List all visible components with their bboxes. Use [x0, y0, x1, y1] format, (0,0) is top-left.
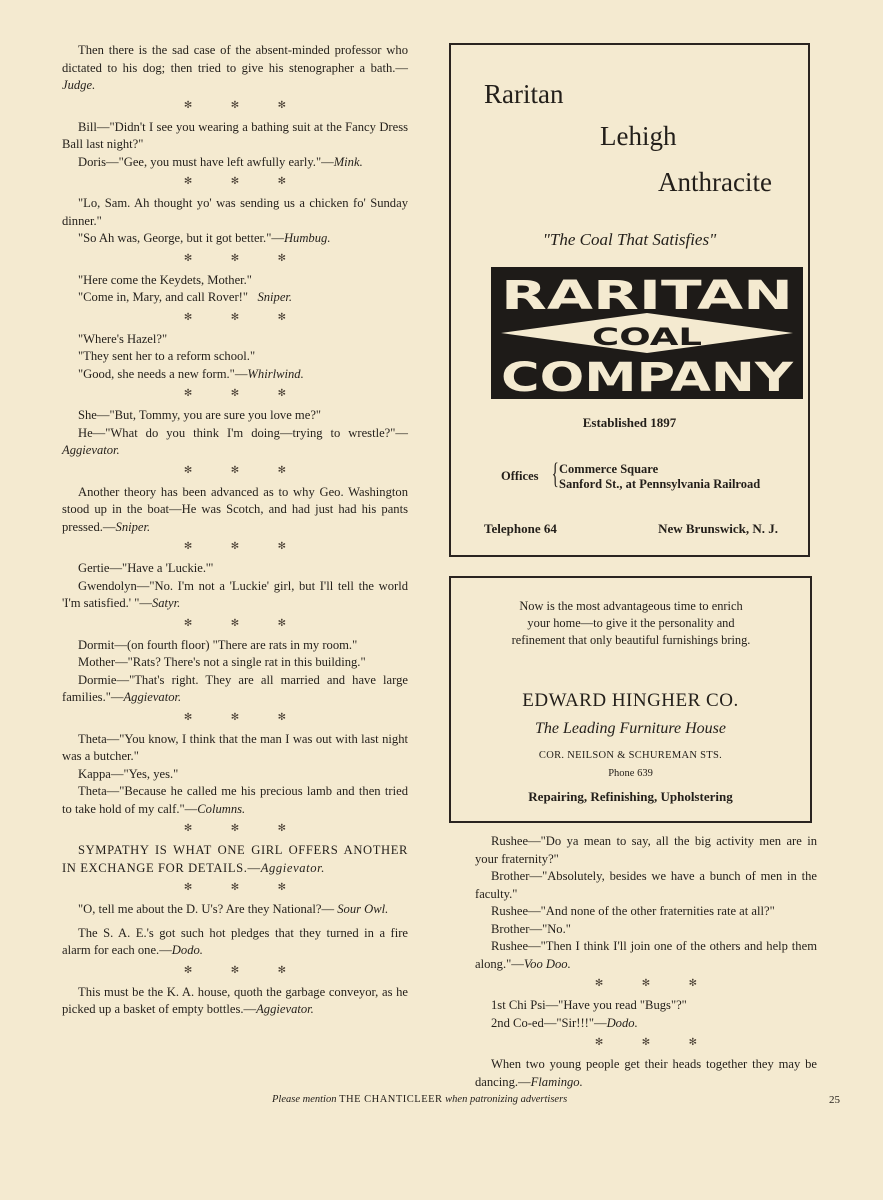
separator: ✻ ✻ ✻ — [594, 978, 716, 989]
separator: ✻ ✻ ✻ — [594, 1037, 716, 1048]
separator: ✻ ✻ ✻ — [183, 311, 305, 323]
joke: Kappa—"Yes, yes." — [78, 766, 179, 781]
ad-word-anthracite: Anthracite — [658, 167, 772, 197]
city: New Brunswick, N. J. — [658, 521, 778, 536]
joke: Rushee—"Do ya mean to say, all the big activity men are in your fraternity?" — [475, 834, 817, 866]
joke: Theta—"You know, I think that the man I was out with last night was a butcher." — [62, 731, 408, 763]
established-year: Established 1897 — [582, 415, 677, 430]
offices-label: Offices — [501, 469, 539, 483]
company-name: EDWARD HINGHER CO. — [522, 690, 739, 711]
joke: Gertie—"Have a 'Luckie.'" — [78, 561, 214, 575]
joke: Rushee—"And none of the other fraternities rate at all?" — [491, 904, 775, 918]
joke: The S. A. E.'s got such hot pledges that they turned in a fire alarm for each one.—Dodo. — [62, 925, 408, 957]
joke: "Good, she needs a new form."—Whirlwind. — [78, 366, 304, 381]
ad-intro-text: Now is the most advantageous time to enrich your home—to give it the personality and refinement that only beautiful furnishings bring. — [511, 599, 751, 647]
joke: "Come in, Mary, and call Rover!" Sniper. — [78, 290, 293, 304]
logo-text-raritan: RARITAN — [501, 273, 793, 319]
raritan-coal-logo — [491, 267, 803, 399]
separator: ✻ ✻ ✻ — [183, 541, 305, 552]
ad-word-raritan: Raritan — [484, 79, 564, 109]
joke: "Where's Hazel?" — [78, 331, 168, 346]
joke: Theta—"Because he called me his precious lamb and then tried to take hold of my calf."—Columns. — [62, 784, 408, 816]
brace-icon: { — [551, 457, 559, 490]
joke: Another theory has been advanced as to why Geo. Washington stood up in the boat—He was Scotch, and had just had his pants pressed.—Sniper. — [62, 484, 408, 534]
joke: "So Ah was, George, but it got better."—Humbug. — [78, 231, 331, 245]
joke: Then there is the sad case of the absent-minded professor who dictated to his dog; then tried to give his stenographer a bath.—Judge. — [62, 43, 408, 92]
separator: ✻ ✻ ✻ — [183, 99, 305, 111]
joke: 2nd Co-ed—"Sir!!!"—Dodo. — [491, 1015, 638, 1030]
joke: When two young people get their heads together they may be dancing.—Flamingo. — [475, 1057, 817, 1089]
page-number: 25 — [829, 1094, 840, 1106]
joke: This must be the K. A. house, quoth the garbage conveyor, as he picked up a basket of empty bottles.—Aggievator. — [62, 984, 408, 1016]
joke: "Lo, Sam. Ah thought yo' was sending us a chicken fo' Sunday dinner." — [62, 196, 408, 228]
joke: "Here come the Keydets, Mother." — [78, 272, 252, 287]
separator: ✻ ✻ ✻ — [183, 464, 305, 476]
separator: ✻ ✻ ✻ — [183, 388, 305, 399]
joke: "O, tell me about the D. U's? Are they National?— Sour Owl. — [78, 902, 389, 916]
joke: Brother—"No." — [491, 921, 571, 936]
office-address-1: Commerce Square — [559, 462, 659, 476]
company-services: Repairing, Refinishing, Upholstering — [528, 789, 733, 804]
joke: SYMPATHY IS WHAT ONE GIRL OFFERS ANOTHER IN EXCHANGE FOR DETAILS.—Aggievator. — [62, 843, 408, 875]
separator: ✻ ✻ ✻ — [183, 882, 305, 893]
company-tagline: The Leading Furniture House — [535, 720, 726, 737]
publication-name: THE CHANTICLEER — [339, 1094, 443, 1105]
joke: 1st Chi Psi—"Have you read "Bugs"?" — [491, 998, 687, 1012]
joke: Rushee—"Then I think I'll join one of the others and help them along."—Voo Doo. — [475, 939, 817, 971]
right-column — [475, 833, 817, 1091]
joke: She—"But, Tommy, you are sure you love me?" — [78, 408, 322, 422]
page-footer: Please mention THE CHANTICLEER when patronizing advertisers — [272, 1094, 568, 1105]
company-phone: Phone 639 — [608, 768, 653, 779]
joke: Bill—"Didn't I see you wearing a bathing suit at the Fancy Dress Ball last night?" — [62, 119, 408, 151]
logo-graphic — [491, 267, 803, 399]
separator: ✻ ✻ ✻ — [183, 252, 305, 264]
ad-slogan: "The Coal That Satisfies" — [542, 230, 717, 249]
separator: ✻ ✻ ✻ — [183, 711, 305, 723]
joke: Dormie—"That's right. They are all married and have large families."—Aggievator. — [62, 672, 408, 704]
joke: Gwendolyn—"No. I'm not a 'Luckie' girl, but I'll tell the world 'I'm satisfied.' "—Satyr. — [62, 578, 408, 610]
company-address: COR. NEILSON & SCHUREMAN STS. — [538, 750, 723, 761]
joke: "They sent her to a reform school." — [78, 349, 256, 363]
separator: ✻ ✻ ✻ — [183, 176, 305, 187]
separator: ✻ ✻ ✻ — [183, 823, 305, 834]
joke: Brother—"Absolutely, besides we have a bunch of men in the faculty." — [475, 869, 817, 901]
hingher-furniture-ad — [449, 576, 812, 823]
joke: He—"What do you think I'm doing—trying to wrestle?"—Aggievator. — [62, 425, 408, 457]
office-address-2: Sanford St., at Pennsylvania Railroad — [559, 477, 761, 491]
logo-text-coal: COAL — [592, 323, 702, 351]
telephone: Telephone 64 — [484, 521, 557, 536]
separator: ✻ ✻ ✻ — [183, 617, 305, 629]
raritan-coal-ad — [449, 43, 810, 557]
ad-word-lehigh: Lehigh — [600, 121, 677, 151]
separator: ✻ ✻ ✻ — [183, 964, 305, 976]
left-column — [62, 42, 408, 1019]
joke: Dormit—(on fourth floor) "There are rats in my room." — [78, 637, 358, 652]
joke: Mother—"Rats? There's not a single rat in this building." — [78, 655, 366, 669]
logo-text-company: COMPANY — [501, 355, 795, 399]
joke: Doris—"Gee, you must have left awfully early."—Mink. — [78, 154, 363, 169]
